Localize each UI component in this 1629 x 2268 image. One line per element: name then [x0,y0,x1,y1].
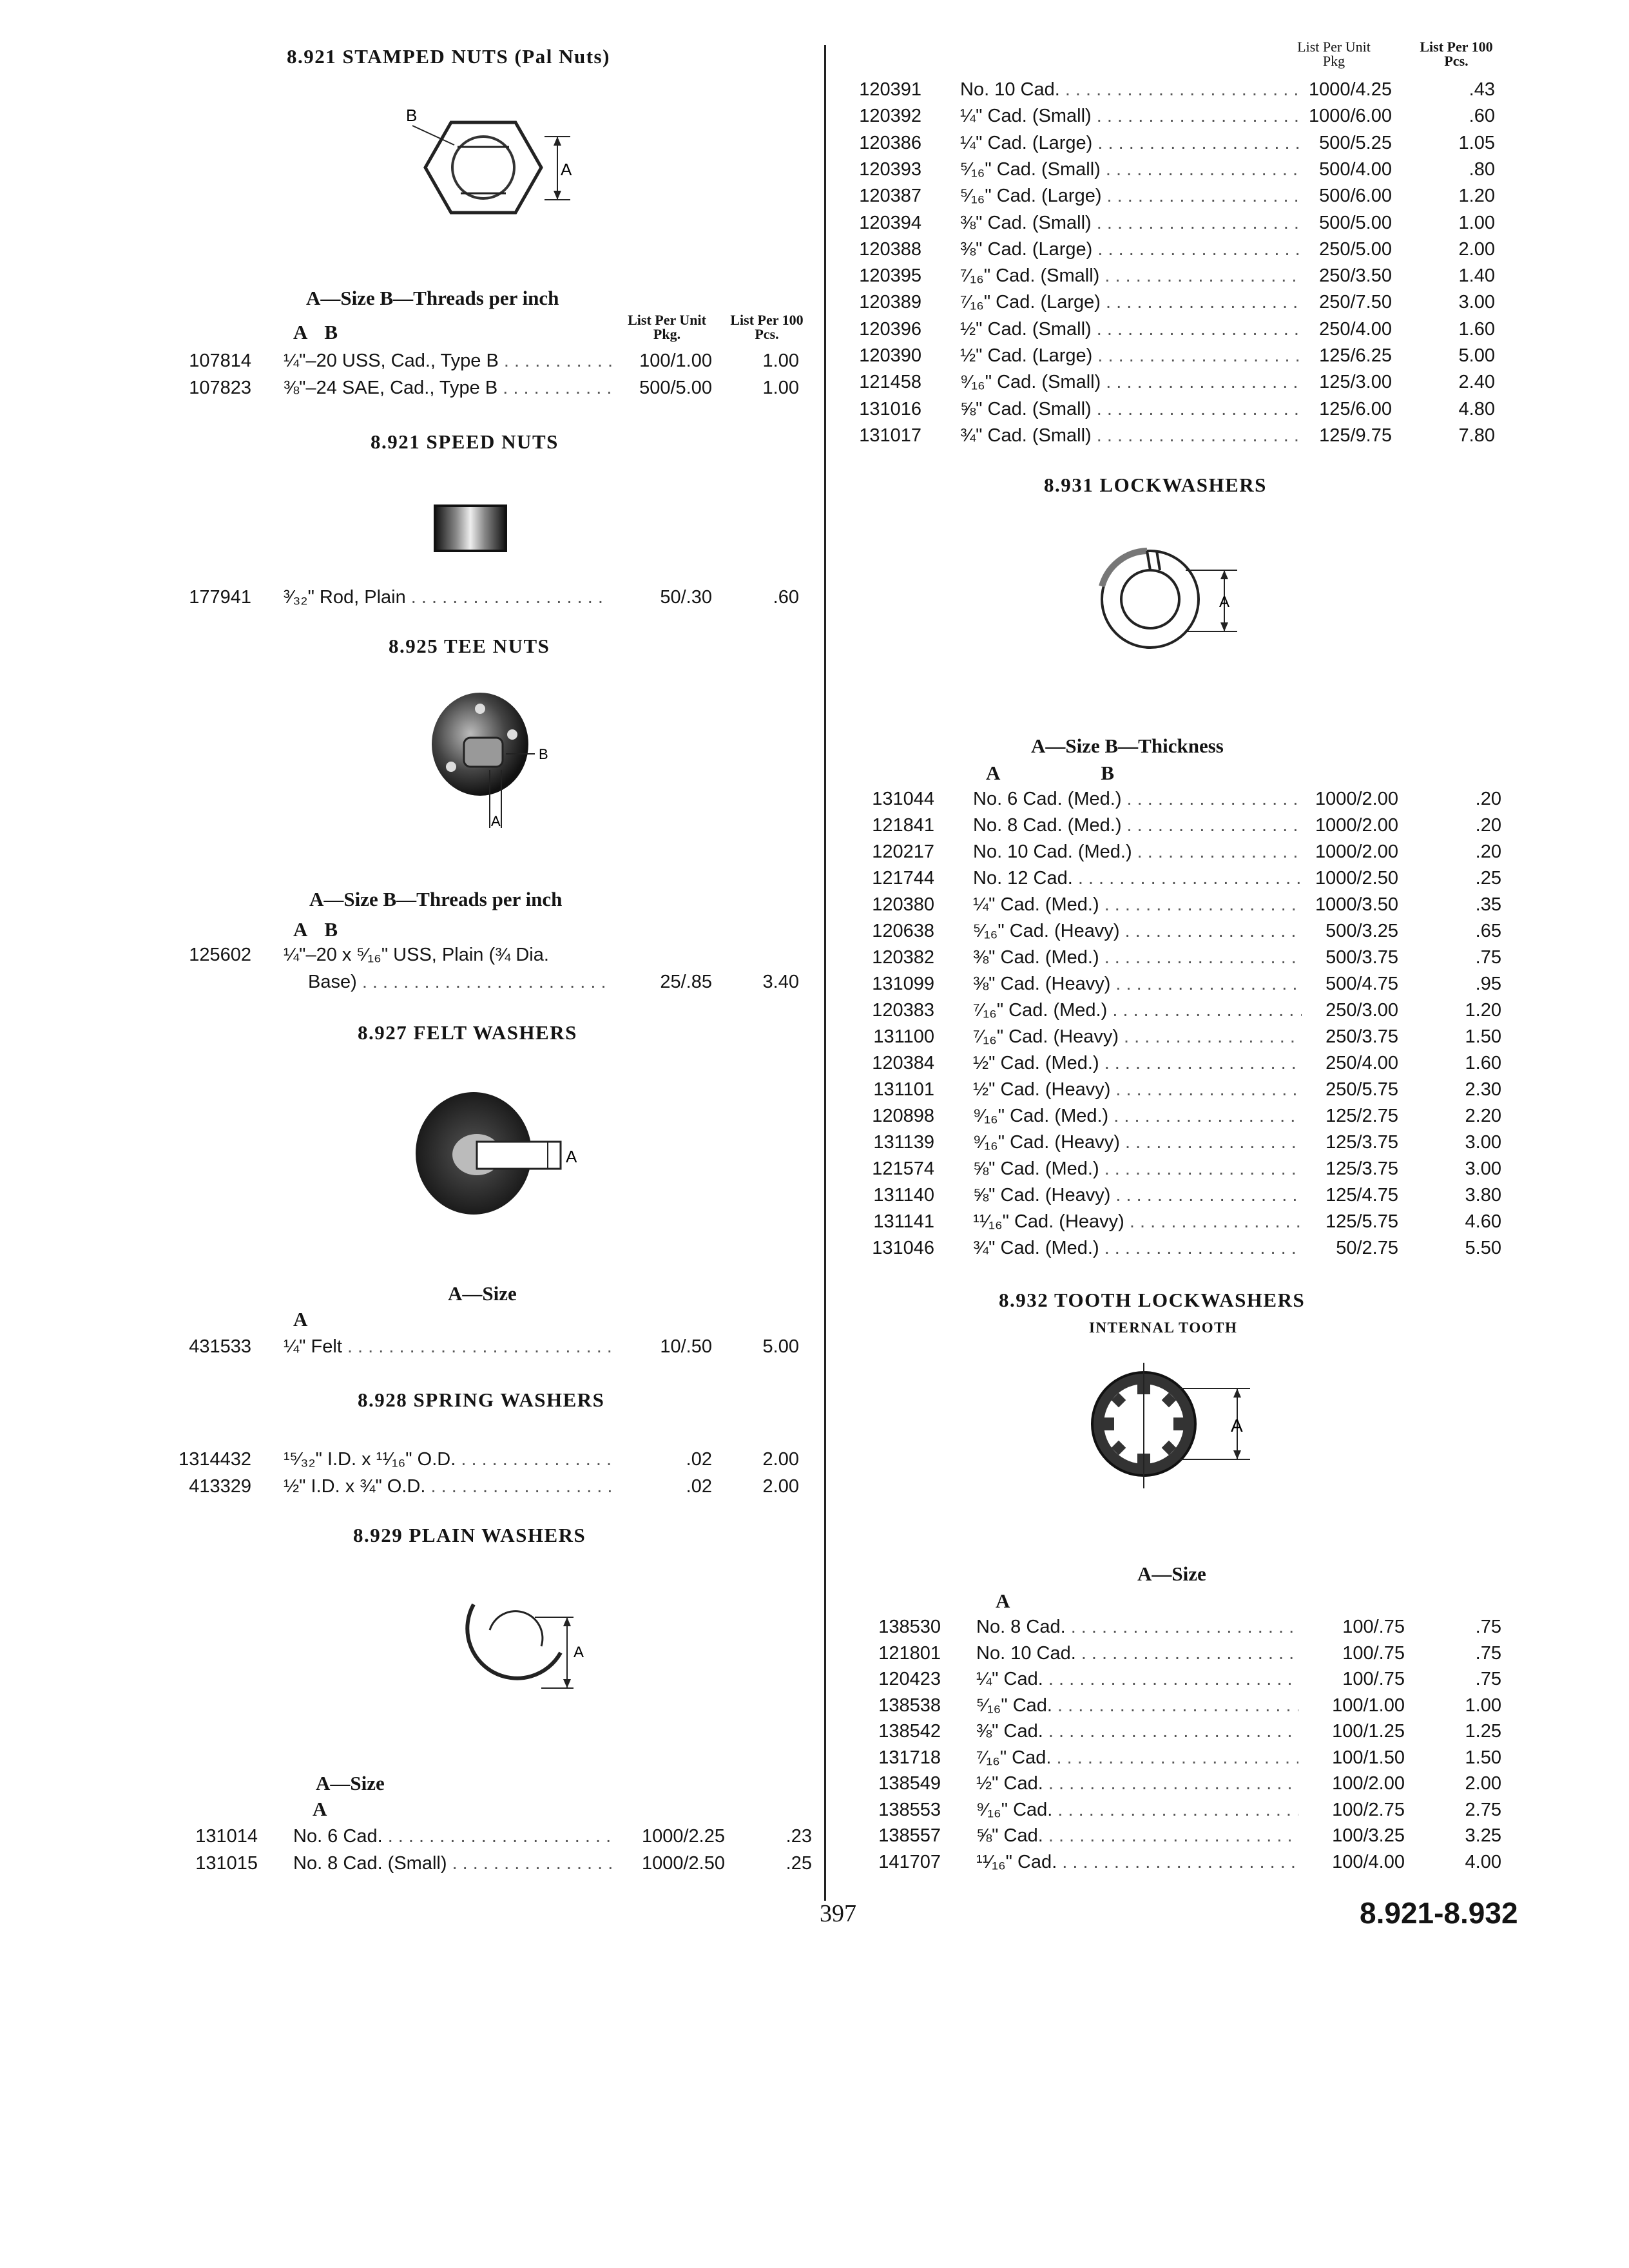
unit-price: 250/5.00 [1319,238,1392,260]
price-per-100: 2.30 [1465,1079,1501,1100]
part-number: 131139 [873,1132,934,1153]
unit-price: 500/5.25 [1319,132,1392,153]
unit-price: 100/2.75 [1332,1799,1405,1820]
table-row [0,1050,1629,1076]
price-per-100: 1.25 [1465,1721,1501,1742]
cols-stamped-nuts: A B [293,321,338,343]
part-number: 120217 [872,841,934,862]
part-number: 131099 [872,974,934,994]
price-per-100: .75 [1475,947,1501,968]
unit-price: 125/4.75 [1325,1185,1398,1206]
price-per-100: 4.00 [1465,1851,1501,1872]
part-number: 120384 [872,1053,934,1073]
table-row [0,210,1629,236]
label-a: A [561,160,572,179]
part-number: 120386 [859,132,921,153]
price-per-100: 1.20 [1465,1000,1501,1021]
table-row [0,918,1629,944]
table-row [0,130,1629,156]
table-row [0,423,1629,448]
part-number: 107814 [189,351,251,371]
unit-price: 125/9.75 [1319,425,1392,446]
price-per-100: 2.00 [762,1449,799,1470]
price-per-100: 3.00 [1458,292,1495,313]
description: ⁵⁄₁₆" Cad. (Small) . . . [960,157,1302,182]
description: ⁷⁄₁₆" Cad. (Large) . . . [960,289,1302,315]
label-b: B [406,106,418,125]
section-heading-lockwashers: 8.931 LOCKWASHERS [1044,474,1267,496]
description: ⁷⁄₁₆" Cad. . . . [976,1745,1298,1771]
unit-price: 1000/6.00 [1308,106,1392,127]
section-heading-felt-washers: 8.927 FELT WASHERS [358,1021,577,1044]
price-per-100: 1.60 [1458,318,1495,340]
description: ½" Cad. (Small) . . . [960,316,1302,342]
unit-price: 250/3.00 [1325,1000,1398,1021]
tooth-lockwasher-illustration [1083,1360,1276,1495]
price-per-100: 4.80 [1458,398,1495,419]
page-range: 8.921-8.932 [1360,1896,1518,1930]
table-row [0,971,1629,997]
part-number: 121574 [872,1158,934,1179]
unit-price: 25/.85 [660,972,712,992]
description: ⅜" Cad. (Med.) . . . [973,945,1302,970]
price-per-100: .65 [1475,921,1501,941]
price-per-100: 1.60 [1465,1053,1501,1073]
unit-price: 500/3.25 [1325,921,1398,941]
price-per-100: .80 [1469,159,1495,180]
description: No. 6 Cad. . . . [293,1823,615,1849]
unit-price: 500/4.75 [1325,974,1398,994]
part-number: 138542 [878,1721,941,1742]
price-per-100: 3.25 [1465,1825,1501,1846]
section-heading-tee-nuts: 8.925 TEE NUTS [389,635,550,657]
part-number: 121744 [872,868,934,889]
description: No. 12 Cad. . . . [973,865,1302,891]
part-number: 431533 [189,1336,251,1357]
description: ⅜" Cad. (Large) . . . [960,236,1302,262]
table-row [0,316,1629,342]
price-per-100: 2.20 [1465,1106,1501,1126]
price-per-100: 1.00 [762,351,799,371]
col-head-unit: List Per Unit Pkg. [628,312,706,342]
price-per-100: .35 [1475,894,1501,915]
unit-price: 1000/3.50 [1315,894,1398,915]
unit-price: 125/5.75 [1325,1211,1398,1232]
description: No. 6 Cad. (Med.) . . . [973,786,1302,812]
description: ⅝" Cad. (Heavy) . . . [973,1182,1302,1208]
unit-price: 100/.75 [1342,1642,1405,1664]
lockwasher-illustration [1089,535,1269,664]
description: ⁵⁄₁₆" Cad. (Large) . . . [960,183,1302,209]
description-continued: Base) . . . [308,969,606,995]
price-per-100: .25 [786,1853,812,1874]
part-number: 120390 [859,345,921,366]
description: ⅝" Cad. . . . [976,1823,1298,1849]
table-row [0,77,1629,102]
price-per-100: 1.50 [1465,1026,1501,1047]
table-row [0,812,1629,838]
price-per-100: 1.00 [762,378,799,398]
unit-price: 100/1.00 [1332,1695,1405,1716]
table-row [0,584,818,610]
part-number: 131718 [878,1747,941,1768]
unit-price: 100/1.25 [1332,1721,1405,1742]
cols-lockwashers: A B [986,762,1115,784]
table-row [0,103,1629,129]
price-per-100: .95 [1475,974,1501,994]
description: No. 10 Cad. (Med.) . . . [973,839,1302,865]
table-row [0,1823,1629,1849]
unit-price: 1000/2.00 [1315,789,1398,809]
description: ⁹⁄₁₆" Cad. (Small) . . . [960,369,1302,395]
unit-price: .02 [686,1476,712,1497]
part-number: 107823 [189,378,251,398]
table-row [0,1235,1629,1261]
price-per-100: .20 [1475,815,1501,836]
description: ½" I.D. x ¾" O.D. . . . [284,1474,612,1499]
price-per-100: 5.00 [762,1336,799,1357]
description: ⅜" Cad. . . . [976,1718,1298,1744]
unit-price: 500/4.00 [1319,159,1392,180]
price-per-100: 2.00 [1458,238,1495,260]
description: ⁵⁄₁₆" Cad. (Heavy) . . . [973,918,1302,944]
section-heading-plain-washers: 8.929 PLAIN WASHERS [353,1524,586,1546]
label-a: A [566,1147,577,1166]
part-number: 120394 [859,212,921,233]
table-row [0,1182,1629,1208]
table-row [0,1077,1629,1102]
legend-tooth-lockwashers: A—Size [1137,1562,1206,1585]
description: ⁷⁄₁₆" Cad. (Med.) . . . [973,997,1302,1023]
part-number: 120396 [859,318,921,340]
unit-price: 100/.75 [1342,1669,1405,1689]
part-number: 120898 [872,1106,934,1126]
unit-price: 250/3.50 [1319,265,1392,287]
table-row [0,839,1629,865]
cols-felt-washers: A [293,1308,308,1331]
part-number: 131014 [195,1826,258,1847]
price-per-100: .75 [1475,1669,1501,1689]
description: ¼" Felt . . . [284,1334,612,1360]
description: ¾" Cad. (Small) . . . [960,423,1302,448]
table-row [0,1103,1629,1129]
part-number: 120382 [872,947,934,968]
unit-price: .02 [686,1449,712,1470]
cols-plain-washers: A [313,1798,327,1820]
description: ¼"–20 USS, Cad., Type B . . . [284,348,612,374]
description: ½" Cad. . . . [976,1771,1298,1796]
part-number: 131140 [873,1185,934,1206]
unit-price: 125/2.75 [1325,1106,1398,1126]
table-row [0,157,1629,182]
legend-tee-nuts: A—Size B—Threads per inch [309,888,563,910]
part-number: 120395 [859,265,921,287]
table-row [0,1797,1629,1823]
part-number: 120383 [872,1000,934,1021]
description: ¹¹⁄₁₆" Cad. . . . [976,1849,1298,1875]
part-number: 120391 [859,79,921,100]
col-head-100: List Per 100 Pcs. [1420,39,1493,69]
description: ⁹⁄₁₆" Cad. (Med.) . . . [973,1103,1302,1129]
part-number: 120423 [878,1669,941,1689]
unit-price: 125/3.75 [1325,1132,1398,1153]
unit-price: 125/3.00 [1319,372,1392,393]
description: ½" Cad. (Large) . . . [960,343,1302,369]
table-row [0,945,1629,970]
col-head-100: List Per 100 Pcs. [730,312,804,342]
price-per-100: .20 [1475,789,1501,809]
label-a: A [491,813,501,829]
unit-price: 100/1.50 [1332,1747,1405,1768]
table-row [0,1446,818,1472]
price-per-100: 2.75 [1465,1799,1501,1820]
price-per-100: 1.05 [1458,132,1495,153]
legend-lockwashers: A—Size B—Thickness [1031,735,1224,757]
description: ⁹⁄₁₆" Cad. (Heavy) . . . [973,1129,1302,1155]
description: No. 8 Cad. (Med.) . . . [973,812,1302,838]
label-a: A [574,1644,584,1661]
price-per-100: 3.40 [762,972,799,992]
unit-price: 100/4.00 [1332,1851,1405,1872]
table-row [0,343,1629,369]
unit-price: 50/2.75 [1336,1238,1398,1258]
description: ¼" Cad. . . . [976,1666,1298,1692]
section-heading-speed-nuts: 8.921 SPEED NUTS [371,430,559,453]
part-number: 1314432 [178,1449,251,1470]
description: ⅜"–24 SAE, Cad., Type B . . . [284,375,612,401]
part-number: 138557 [878,1825,941,1846]
unit-price: 10/.50 [660,1336,712,1357]
part-number: 121801 [878,1642,941,1664]
table-row [0,865,1629,891]
price-per-100: 2.40 [1458,372,1495,393]
price-per-100: 3.80 [1465,1185,1501,1206]
price-per-100: 1.20 [1458,186,1495,207]
unit-price: 100/1.00 [639,351,712,371]
part-number: 120380 [872,894,934,915]
table-row [0,1771,1629,1796]
table-row [0,1334,818,1360]
table-row [0,1849,1629,1875]
table-row [0,183,1629,209]
speed-nut-illustration [432,503,509,554]
price-per-100: 5.00 [1458,345,1495,366]
unit-price: 125/6.25 [1319,345,1392,366]
unit-price: 1000/2.00 [1315,815,1398,836]
part-number: 413329 [189,1476,251,1497]
unit-price: 125/3.75 [1325,1158,1398,1179]
description: ⅝" Cad. (Med.) . . . [973,1156,1302,1182]
description: ⁷⁄₁₆" Cad. (Small) . . . [960,263,1302,289]
section-heading-tooth-lockwashers: 8.932 TOOTH LOCKWASHERS [999,1289,1306,1311]
unit-price: 500/5.00 [1319,212,1392,233]
table-row [0,1666,1629,1692]
part-number: 138553 [878,1799,941,1820]
price-per-100: 4.60 [1465,1211,1501,1232]
description: ½" Cad. (Heavy) . . . [973,1077,1302,1102]
description: ¼" Cad. (Large) . . . [960,130,1302,156]
description: ⁷⁄₁₆" Cad. (Heavy) . . . [973,1024,1302,1050]
description: ⁵⁄₁₆" Cad. . . . [976,1693,1298,1718]
price-per-100: 2.00 [762,1476,799,1497]
price-per-100: .20 [1475,841,1501,862]
description: ¼" Cad. (Med.) . . . [973,892,1302,918]
part-number: 138530 [878,1617,941,1637]
part-number: 131015 [195,1853,258,1874]
description: ¼" Cad. (Small) . . . [960,103,1302,129]
part-number: 120393 [859,159,921,180]
table-row [0,1693,1629,1718]
unit-price: 500/5.00 [639,378,712,398]
part-number: 131016 [859,398,921,419]
description: ¹¹⁄₁₆" Cad. (Heavy) . . . [973,1209,1302,1235]
price-per-100: 3.00 [1465,1158,1501,1179]
price-per-100: 2.00 [1465,1773,1501,1794]
price-per-100: .25 [1475,868,1501,889]
price-per-100: 1.00 [1465,1695,1501,1716]
description: No. 8 Cad. (Small) . . . [293,1850,615,1876]
table-row [0,1745,1629,1771]
description: No. 10 Cad. . . . [960,77,1302,102]
table-row [0,1474,818,1499]
page-number: 397 [820,1900,856,1927]
price-per-100: 1.40 [1458,265,1495,287]
part-number: 131044 [872,789,934,809]
unit-price: 500/3.75 [1325,947,1398,968]
part-number: 120638 [872,921,934,941]
price-per-100: 1.00 [1458,212,1495,233]
part-number: 121458 [859,372,921,393]
price-per-100: .75 [1475,1642,1501,1664]
unit-price: 1000/4.25 [1308,79,1392,100]
unit-price: 250/4.00 [1325,1053,1398,1073]
description: ⁹⁄₁₆" Cad. . . . [976,1797,1298,1823]
description: ½" Cad. (Med.) . . . [973,1050,1302,1076]
unit-price: 500/6.00 [1319,186,1392,207]
part-number: 141707 [878,1851,941,1872]
unit-price: 1000/2.50 [641,1853,725,1874]
description: ¼"–20 x ⁵⁄₁₆" USS, Plain (¾ Dia. [284,945,549,965]
table-row [0,892,1629,918]
price-per-100: .23 [786,1826,812,1847]
description: No. 10 Cad. . . . [976,1640,1298,1666]
legend-stamped-nuts: A—Size B—Threads per inch [306,287,559,309]
table-row [0,1156,1629,1182]
unit-price: 125/6.00 [1319,398,1392,419]
unit-price: 100/.75 [1342,1617,1405,1637]
subheading-internal-tooth: INTERNAL TOOTH [1089,1320,1238,1336]
unit-price: 1000/2.50 [1315,868,1398,889]
description: ¾" Cad. (Med.) . . . [973,1235,1302,1261]
unit-price: 250/5.75 [1325,1079,1398,1100]
label-a: A [1219,593,1230,611]
table-row [0,1209,1629,1235]
table-row [0,289,1629,315]
section-heading-stamped-nuts: 8.921 STAMPED NUTS (Pal Nuts) [287,45,610,68]
description: ⅜" Cad. (Small) . . . [960,210,1302,236]
price-per-100: .60 [773,587,799,608]
col-head-unit: List Per Unit Pkg [1297,39,1371,69]
price-per-100: .75 [1475,1617,1501,1637]
legend-felt-washers: A—Size [448,1282,517,1305]
part-number: 131046 [872,1238,934,1258]
unit-price: 250/4.00 [1319,318,1392,340]
part-number: 120388 [859,238,921,260]
unit-price: 1000/2.00 [1315,841,1398,862]
price-per-100: 1.50 [1465,1747,1501,1768]
table-row [0,1614,1629,1640]
description: ⅝" Cad. (Small) . . . [960,396,1302,422]
price-per-100: .60 [1469,106,1495,127]
table-row [0,786,1629,812]
cols-tooth-lockwashers: A [996,1590,1010,1612]
unit-price: 100/3.25 [1332,1825,1405,1846]
part-number: 125602 [189,945,251,965]
table-row [0,1129,1629,1155]
part-number: 131100 [873,1026,934,1047]
table-row [0,369,1629,395]
table-row [0,396,1629,422]
unit-price: 250/3.75 [1325,1026,1398,1047]
part-number: 120389 [859,292,921,313]
part-number: 120392 [859,106,921,127]
section-heading-spring-washers: 8.928 SPRING WASHERS [358,1389,605,1411]
table-row [0,263,1629,289]
part-number: 138538 [878,1695,941,1716]
description: ³⁄₃₂" Rod, Plain . . . [284,584,606,610]
unit-price: 1000/2.25 [641,1826,725,1847]
description: ¹⁵⁄₃₂" I.D. x ¹¹⁄₁₆" O.D. . . . [284,1446,612,1472]
part-number: 131101 [873,1079,934,1100]
label-a: A [1231,1416,1243,1436]
part-number: 177941 [189,587,251,608]
price-per-100: 3.00 [1465,1132,1501,1153]
description: ⅜" Cad. (Heavy) . . . [973,971,1302,997]
part-number: 131141 [873,1211,934,1232]
unit-price: 100/2.00 [1332,1773,1405,1794]
table-row [0,236,1629,262]
price-per-100: 7.80 [1458,425,1495,446]
table-row [0,997,1629,1023]
label-b: B [539,746,548,762]
legend-plain-washers: A—Size [316,1772,385,1794]
table-row [0,1024,1629,1050]
part-number: 120387 [859,186,921,207]
description: No. 8 Cad. . . . [976,1614,1298,1640]
unit-price: 250/7.50 [1319,292,1392,313]
price-per-100: .43 [1469,79,1495,100]
cols-tee-nuts: A B [293,918,338,941]
table-row [0,1718,1629,1744]
part-number: 138549 [878,1773,941,1794]
price-per-100: 5.50 [1465,1238,1501,1258]
table-row [0,1640,1629,1666]
unit-price: 50/.30 [660,587,712,608]
part-number: 131017 [859,425,921,446]
part-number: 121841 [872,815,934,836]
